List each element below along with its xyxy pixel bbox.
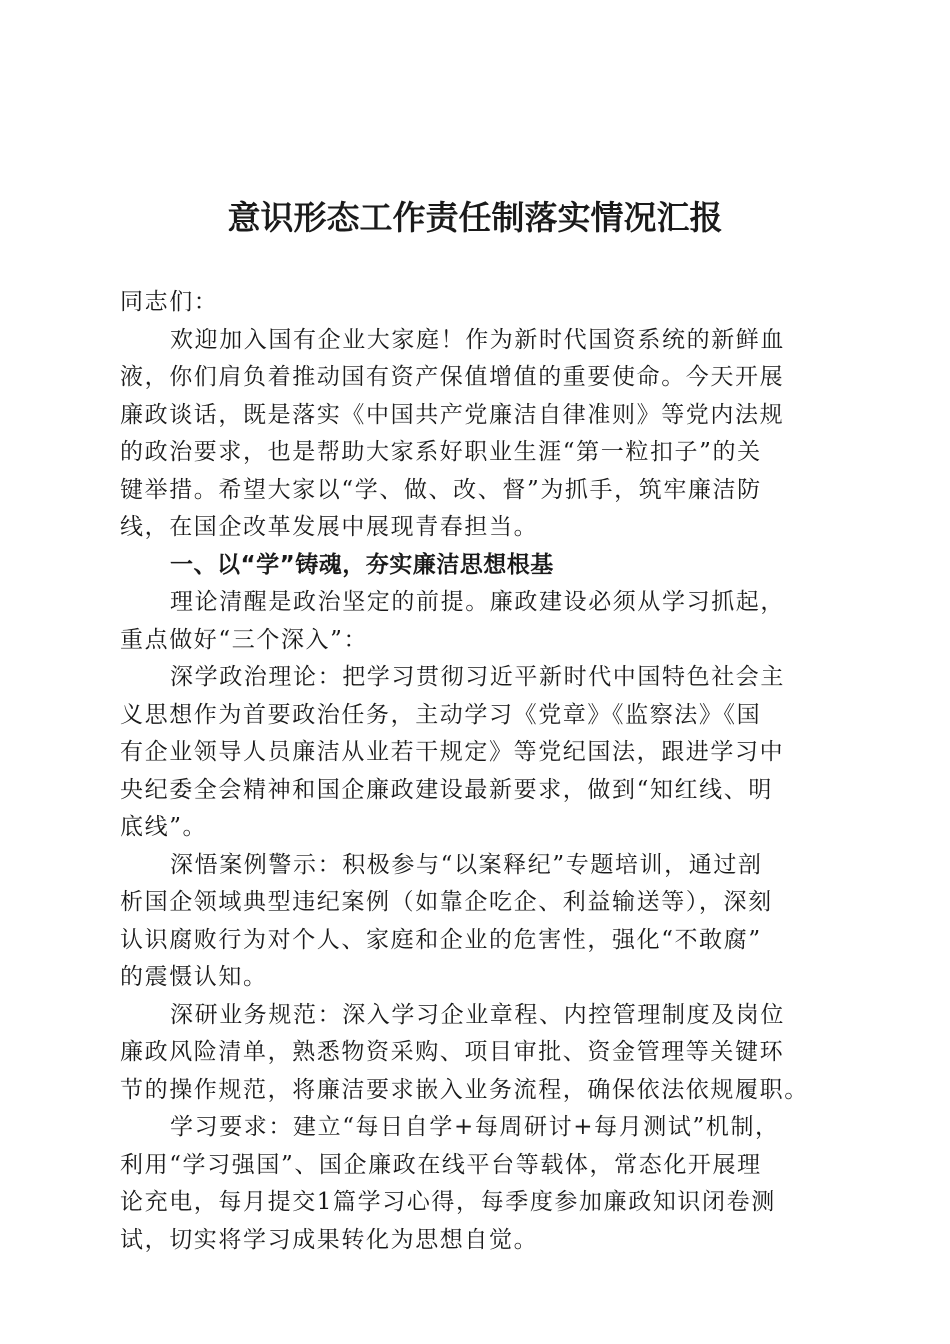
document-body — [120, 284, 830, 1259]
body-text-line: 理论清醒是政治坚定的前提。廉政建设必须从学习抓起， — [170, 589, 785, 615]
body-text-line: 液，你们肩负着推动国有资产保值增值的重要使命。今天开展 — [120, 364, 785, 390]
document-title: 意识形态工作责任制落实情况汇报 — [227, 198, 723, 237]
body-text-line: 底线”。 — [120, 814, 208, 840]
body-text-line: 同志们： — [120, 289, 219, 315]
body-text-line: 认识腐败行为对个人、家庭和企业的危害性，强化“不敢腐” — [120, 926, 762, 953]
body-text-line: 义思想作为首要政治任务，主动学习《党章》《监察法》《国 — [120, 701, 762, 728]
body-text-line: 廉政谈话，既是落实《中国共产党廉洁自律准则》等党内法规 — [120, 401, 785, 428]
body-text-line: 论充电，每月提交1篇学习心得，每季度参加廉政知识闭卷测 — [120, 1189, 776, 1215]
body-text-line: 深悟案例警示：积极参与“以案释纪”专题培训，通过剖 — [170, 851, 763, 878]
body-text-line: 利用“学习强国”、国企廉政在线平台等载体，常态化开展理 — [120, 1151, 762, 1178]
body-text-line: 键举措。希望大家以“学、做、改、督”为抓手，筑牢廉洁防 — [120, 476, 762, 503]
body-text-line: 析国企领域典型违纪案例（如靠企吃企、利益输送等），深刻 — [120, 889, 773, 915]
body-text-line: 线，在国企改革发展中展现青春担当。 — [120, 514, 539, 540]
body-text-line: 欢迎加入国有企业大家庭！作为新时代国资系统的新鲜血 — [170, 326, 785, 353]
body-text-line: 学习要求：建立“每日自学+每周研讨+每月测试”机制， — [170, 1114, 780, 1140]
body-text-line: 廉政风险清单，熟悉物资采购、项目审批、资金管理等关键环 — [120, 1039, 785, 1065]
body-text-line: 深研业务规范：深入学习企业章程、内控管理制度及岗位 — [170, 1001, 785, 1028]
body-text-line: 重点做好“三个深入”： — [120, 626, 369, 653]
body-text-line: 的政治要求，也是帮助大家系好职业生涯“第一粒扣子”的关 — [120, 439, 762, 465]
body-text-line: 有企业领导人员廉洁从业若干规定》等党纪国法，跟进学习中 — [120, 739, 785, 765]
body-text-line: 央纪委全会精神和国企廉政建设最新要求，做到“知红线、明 — [120, 776, 773, 803]
body-text-line: 的震慑认知。 — [120, 964, 268, 990]
body-text-line: 试，切实将学习成果转化为思想自觉。 — [120, 1226, 539, 1253]
body-text-line: 深学政治理论：把学习贯彻习近平新时代中国特色社会主 — [170, 664, 785, 690]
section-heading: 一、以“学”铸魂，夯实廉洁思想根基 — [170, 551, 554, 578]
body-text-line: 节的操作规范，将廉洁要求嵌入业务流程，确保依法依规履职。 — [120, 1076, 809, 1103]
